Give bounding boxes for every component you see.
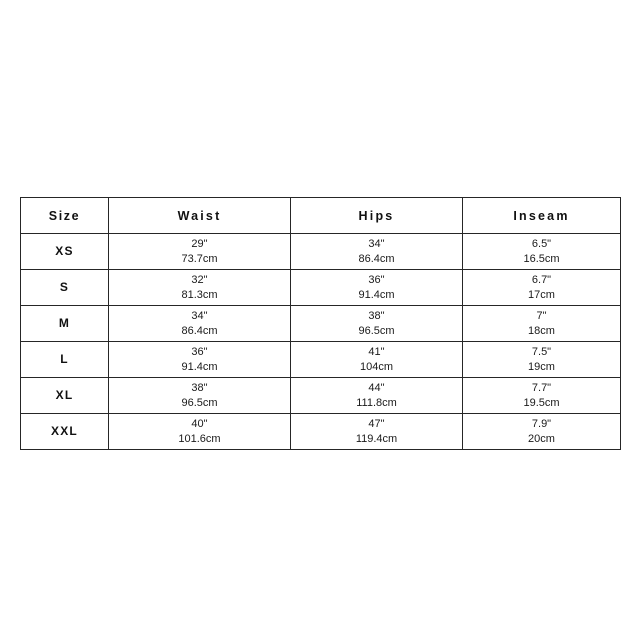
measurement-pair xyxy=(291,417,462,445)
value-cm: 111.8cm xyxy=(356,396,397,409)
value-inches: 40" xyxy=(191,418,208,431)
cell-size: M xyxy=(21,306,109,342)
column-header-size: Size xyxy=(21,198,109,234)
measurement-pair xyxy=(291,237,462,265)
measurement-pair xyxy=(291,273,462,301)
measurement-pair xyxy=(109,345,290,373)
measurement-pair xyxy=(291,381,462,409)
cell-size: XXL xyxy=(21,414,109,450)
cell-hips xyxy=(291,270,463,306)
measurement-pair xyxy=(463,273,620,301)
value-cm: 91.4cm xyxy=(181,360,218,373)
size-chart-container xyxy=(20,197,620,450)
value-inches: 34" xyxy=(191,310,208,323)
cell-inseam xyxy=(463,270,621,306)
cell-waist xyxy=(109,270,291,306)
table-header xyxy=(21,198,621,234)
cell-hips xyxy=(291,414,463,450)
measurement-pair xyxy=(463,309,620,337)
measurement-pair xyxy=(109,273,290,301)
measurement-pair xyxy=(291,345,462,373)
value-cm: 96.5cm xyxy=(181,396,218,409)
value-cm: 81.3cm xyxy=(181,288,218,301)
value-inches: 36" xyxy=(191,346,208,359)
cell-waist xyxy=(109,414,291,450)
value-inches: 29" xyxy=(191,238,208,251)
cell-size: XL xyxy=(21,378,109,414)
cell-waist xyxy=(109,378,291,414)
value-inches: 6.7" xyxy=(531,274,552,287)
measurement-pair xyxy=(463,345,620,373)
header-row xyxy=(21,198,621,234)
measurement-pair xyxy=(109,237,290,265)
value-cm: 86.4cm xyxy=(358,252,395,265)
cell-inseam xyxy=(463,342,621,378)
value-inches: 7.9" xyxy=(531,418,552,431)
value-cm: 96.5cm xyxy=(358,324,395,337)
value-inches: 6.5" xyxy=(531,238,552,251)
value-cm: 86.4cm xyxy=(181,324,218,337)
value-inches: 47" xyxy=(368,418,385,431)
column-header-waist: Waist xyxy=(109,198,291,234)
cell-size: S xyxy=(21,270,109,306)
cell-waist xyxy=(109,234,291,270)
value-cm: 73.7cm xyxy=(181,252,218,265)
cell-hips xyxy=(291,234,463,270)
value-cm: 16.5cm xyxy=(523,252,560,265)
cell-inseam xyxy=(463,378,621,414)
value-cm: 91.4cm xyxy=(358,288,395,301)
value-cm: 17cm xyxy=(528,288,555,301)
cell-hips xyxy=(291,306,463,342)
value-cm: 19cm xyxy=(528,360,555,373)
value-cm: 104cm xyxy=(359,360,394,373)
measurement-pair xyxy=(291,309,462,337)
cell-inseam xyxy=(463,234,621,270)
measurement-pair xyxy=(463,381,620,409)
column-header-inseam: Inseam xyxy=(463,198,621,234)
cell-size: L xyxy=(21,342,109,378)
measurement-pair xyxy=(463,237,620,265)
value-cm: 119.4cm xyxy=(355,432,398,445)
value-cm: 20cm xyxy=(528,432,555,445)
value-inches: 7.7" xyxy=(531,382,552,395)
value-inches: 34" xyxy=(368,238,385,251)
value-inches: 32" xyxy=(191,274,208,287)
column-header-hips: Hips xyxy=(291,198,463,234)
measurement-pair xyxy=(463,417,620,445)
value-cm: 101.6cm xyxy=(178,432,221,445)
measurement-pair xyxy=(109,417,290,445)
size-chart-table xyxy=(20,197,621,450)
cell-size: XS xyxy=(21,234,109,270)
measurement-pair xyxy=(109,309,290,337)
value-inches: 44" xyxy=(368,382,385,395)
value-inches: 7.5" xyxy=(531,346,552,359)
cell-waist xyxy=(109,306,291,342)
value-inches: 36" xyxy=(368,274,385,287)
table-row xyxy=(21,342,621,378)
table-row xyxy=(21,270,621,306)
value-cm: 19.5cm xyxy=(523,396,560,409)
table-row xyxy=(21,414,621,450)
cell-hips xyxy=(291,342,463,378)
table-row xyxy=(21,378,621,414)
measurement-pair xyxy=(109,381,290,409)
cell-inseam xyxy=(463,306,621,342)
value-inches: 41" xyxy=(368,346,385,359)
cell-inseam xyxy=(463,414,621,450)
value-cm: 18cm xyxy=(528,324,555,337)
value-inches: 7" xyxy=(536,310,547,323)
cell-hips xyxy=(291,378,463,414)
value-inches: 38" xyxy=(191,382,208,395)
cell-waist xyxy=(109,342,291,378)
table-row xyxy=(21,234,621,270)
table-row xyxy=(21,306,621,342)
value-inches: 38" xyxy=(368,310,385,323)
table-body xyxy=(21,234,621,450)
